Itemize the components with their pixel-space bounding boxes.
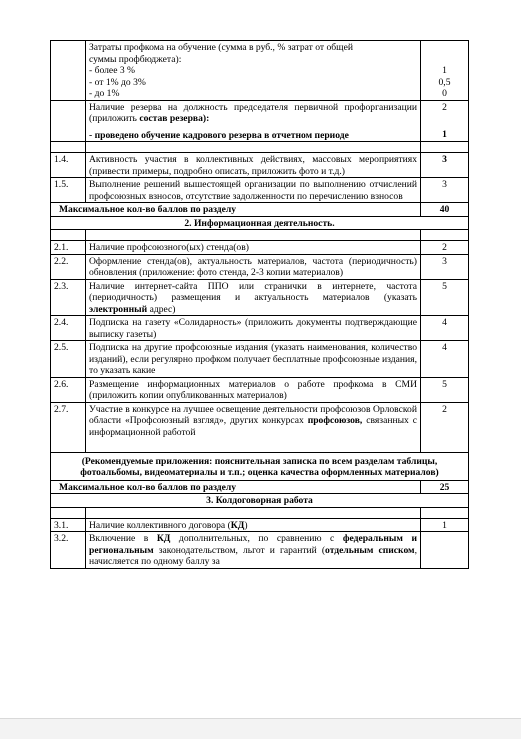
row-number: 3.2. — [51, 532, 86, 569]
costs-cell — [86, 41, 421, 101]
row-text: Выполнение решений вышестоящей организации по выполнению отчислений профсоюзных взносов, отсутствие задолженности по перечислению взносов — [86, 178, 421, 203]
row-text-bold: КД — [230, 519, 245, 531]
row-text — [86, 279, 421, 316]
table-row — [51, 241, 469, 255]
row-text-part: , начисляется по одному баллу за — [89, 544, 418, 567]
max-score-label: Максимальное кол-во баллов по разделу — [51, 203, 421, 217]
row-score: 2 — [421, 402, 469, 452]
table-row — [51, 518, 469, 532]
reserve-cell — [86, 100, 421, 142]
table-row — [51, 254, 469, 279]
table-row — [51, 279, 469, 316]
row-score: 5 — [421, 279, 469, 316]
table-row — [51, 203, 469, 217]
row-text: Подписка на другие профсоюзные издания (указать наименования, количество изданий), если регулярно профком получает бесплатные профсоюзные издания, то указать какие — [86, 341, 421, 378]
reserve-score-cell — [421, 100, 469, 142]
row-text-bold: федеральным и региональным — [89, 533, 417, 556]
score-value: 0 — [442, 88, 447, 99]
row-number: 2.4. — [51, 316, 86, 341]
row-number: 2.7. — [51, 402, 86, 452]
row-number: 2.2. — [51, 254, 86, 279]
costs-line: - от 1% до 3% — [89, 76, 146, 88]
table-row — [51, 494, 469, 508]
row-text: Активность участия в коллективных действиях, массовых мероприятиях (привести примеры, подробно описать, приложить фото и т.д.) — [86, 153, 421, 178]
table-row — [51, 100, 469, 142]
row-text — [86, 518, 421, 532]
page-bottom-edge — [0, 718, 521, 739]
table-row — [51, 480, 469, 494]
row-score: 4 — [421, 316, 469, 341]
reserve-text: Наличие резерва на должность председателя первичной профорганизации (приложить — [89, 101, 417, 124]
score-value: 2 — [442, 101, 447, 113]
row-text: Подписка на газету «Солидарность» (приложить документы подтверждающие выписку газеты) — [86, 316, 421, 341]
costs-line: - до 1% — [89, 88, 120, 99]
costs-line: Затраты профкома на обучение (сумма в руб., % затрат от общей — [89, 42, 353, 53]
row-text-bold: электронный — [89, 303, 148, 315]
table-row — [51, 402, 469, 452]
row-number: 1.5. — [51, 178, 86, 203]
table-row — [51, 316, 469, 341]
row-text-part: дополнительных, по сравнению с — [170, 533, 343, 544]
score-value: 1 — [442, 65, 447, 76]
row-text-bold: профсоюзов, — [307, 415, 363, 426]
row-text-part: Включение в — [89, 533, 157, 544]
row-number: 2.3. — [51, 279, 86, 316]
row-text: Размещение информационных материалов о работе профкома в СМИ (приложить копии опубликованных материалов) — [86, 377, 421, 402]
table-row — [51, 178, 469, 203]
max-score-value: 25 — [421, 480, 469, 494]
row-score — [421, 532, 469, 569]
row-number: 1.4. — [51, 153, 86, 178]
row-text-bold: отдельным списком — [325, 544, 415, 556]
row-text-part: Участие в конкурсе на лучшее освещение деятельности профсоюзов Орловской области «Профсоюзный взгляд», других конкурсах — [89, 403, 417, 426]
row-number: 3.1. — [51, 518, 86, 532]
table-row — [51, 452, 469, 480]
row-score: 3 — [421, 254, 469, 279]
row-text: Наличие профсоюзного(ых) стенда(ов) — [86, 241, 421, 255]
row-text-part: Наличие интернет-сайта ППО или странички в интернете, частота (периодичность) размещения и актуальность материалов (указать — [89, 280, 417, 303]
criteria-table — [50, 40, 469, 569]
row-score: 2 — [421, 241, 469, 255]
row-text-part: законодательством, льгот и гарантий ( — [153, 544, 326, 556]
score-value: 0,5 — [438, 76, 451, 88]
section-title: 3. Колдоговорная работа — [51, 494, 469, 508]
row-text-bold: КД — [156, 533, 171, 544]
row-text-part: адрес) — [147, 303, 176, 315]
table-row — [51, 41, 469, 101]
row-number: 2.1. — [51, 241, 86, 255]
row-text — [86, 532, 421, 569]
row-number: 2.5. — [51, 341, 86, 378]
row-score: 5 — [421, 377, 469, 402]
section-title: 2. Информационная деятельность. — [51, 216, 469, 230]
costs-score-cell — [421, 41, 469, 101]
max-score-value: 40 — [421, 203, 469, 217]
table-row — [51, 153, 469, 178]
row-score: 3 — [421, 153, 469, 178]
costs-line: суммы профбюджета): — [89, 53, 182, 65]
row-score: 1 — [421, 518, 469, 532]
row-text-part: связанных с информационной работой — [89, 415, 417, 438]
row-score: 4 — [421, 341, 469, 378]
costs-line: - более 3 % — [89, 65, 136, 76]
recommended-attachments-note: (Рекомендуемые приложения: пояснительная записка по всем разделам таблицы, фотоальбомы, видеоматериалы и т.п.; оценка качества оформленных материалов) — [51, 452, 469, 480]
table-row — [51, 532, 469, 569]
table-row — [51, 216, 469, 230]
table-row — [51, 377, 469, 402]
max-score-label: Максимальное кол-во баллов по разделу — [51, 480, 421, 494]
row-text-part: ) — [244, 519, 248, 531]
reserve-training-text: - проведено обучение кадрового резерва в отчетном периоде — [89, 129, 349, 141]
row-text: Оформление стенда(ов), актуальность материалов, частота (периодичность) обновления (приложение: фото стенда, 2-3 копии материалов) — [86, 254, 421, 279]
row-score: 3 — [421, 178, 469, 203]
table-row — [51, 341, 469, 378]
row-text-part: Наличие коллективного договора ( — [89, 519, 231, 531]
reserve-text-bold: состав резерва): — [139, 113, 210, 124]
score-value: 1 — [442, 129, 447, 140]
row-number: 2.6. — [51, 377, 86, 402]
row-text — [86, 402, 421, 452]
